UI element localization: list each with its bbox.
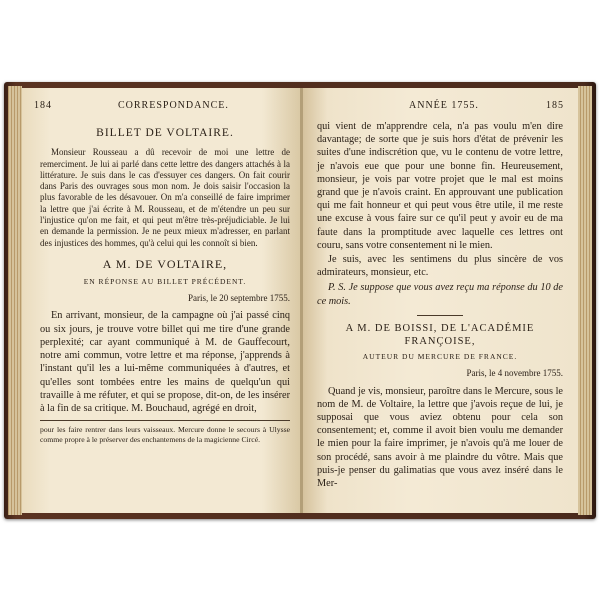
- letter2-subtitle: EN RÉPONSE AU BILLET PRÉCÉDENT.: [83, 277, 247, 287]
- footnote: pour les faire rentrer dans leurs vaisseaux. Mercure donne le secours à Ulysse comme propre à le préserver des enchantemens de la magicienne Circé.: [40, 425, 290, 444]
- page-edges-right: [578, 86, 592, 515]
- page-edges-left: [8, 86, 22, 515]
- letter2-postscript: P. S. Je suppose que vous avez reçu ma réponse du 10 de ce mois.: [317, 282, 563, 307]
- letter2-title: A M. DE VOLTAIRE,: [102, 256, 228, 271]
- left-page: [22, 88, 301, 513]
- letter3-subtitle: AUTEUR DU MERCURE DE FRANCE.: [362, 352, 518, 362]
- letter2-closing: Je suis, avec les sentimens du plus sincère de vos admirateurs, monsieur, etc.: [317, 254, 563, 279]
- letter2-date: Paris, le 20 septembre 1755.: [188, 293, 290, 304]
- letter2-continuation: qui vient de m'apprendre cela, n'a pas voulu m'en dire davantage; de sorte que je suis hors d'état de prévenir les suites d'une indiscrétion que, vu le contenu de votre lettre, je n'avois eue que pour une bonne fin. Heureusement, monsieur, je vois par votre projet que le mal est moins grand que je n'avois craint. En approuvant une publication qui me fait honneur et qui peut vous être utile, il me reste une excuse à vous faire sur ce qu'il peut y avoir eu de ma faute dans la promptitude avec laquelle ces lettres ont couru, sans votre consentement ni le mien.: [317, 121, 563, 251]
- letter3-body: Quand je vis, monsieur, paroître dans le Mercure, sous le nom de M. de Voltaire, la lettre que j'avois reçue de lui, je supposai que vous aviez obtenu pour cela son consentement; et, comme il avoit bien voulu me demander le mien pour la faire imprimer, je n'avois qu'à me louer de son procédé, sans avoir à me plaindre du vôtre. Mais que puis-je penser du galimatias que vous avez inséré dans le Mer-: [317, 385, 563, 490]
- page-number-left: 184: [34, 100, 52, 111]
- letter3-title: A M. DE BOISSI, DE L'ACADÉMIE FRANÇOISE,: [345, 322, 535, 348]
- page-number-right: 185: [546, 100, 564, 111]
- right-page-body: [317, 120, 563, 490]
- section-rule: [417, 315, 463, 316]
- open-book: [4, 82, 596, 519]
- right-page: [303, 88, 578, 513]
- letter3-date: Paris, le 4 novembre 1755.: [466, 368, 563, 379]
- left-page-body: [40, 124, 290, 444]
- letter2-body: En arrivant, monsieur, de la campagne où j'ai passé cinq ou six jours, je trouve votre billet qui me tire d'une grande perplexité; car ayant communiqué à M. de Gauffecourt, notre ami commun, votre lettre et ma réponse, j'apprends à l'instant qu'il les a lui-même communiquées à d'autres, et qu'elles sont tombées entre les mains de quelqu'un qui travaille à me réfuter, et qui se propose, dit-on, de les insérer à la fin de sa critique. M. Bouchaud, agrégé en droit,: [40, 310, 290, 414]
- footnote-rule: [40, 420, 290, 421]
- letter1-body: Monsieur Rousseau a dû recevoir de moi une lettre de remerciment. Je lui ai parlé dans cette lettre des dangers attachés à la littérature. Je suis dans le cas d'essuyer ces dangers. On fait courir dans Paris des ouvrages sous mon nom. Je dois saisir l'occasion la plus favorable de les désavouer. On m'a conseillé de faire imprimer la lettre que j'ai écrite à M. Rousseau, et de m'étendre un peu sur l'injustice qu'on me fait, et qui peut m'être très-préjudiciable. Je lui en demande la permission. Je ne peux mieux m'adresser, en parlant des injustices des hommes, qu'à celui qui les connoît si bien.: [40, 147, 290, 248]
- letter1-title: BILLET DE VOLTAIRE.: [96, 127, 234, 139]
- running-head-left: CORRESPONDANCE.: [118, 100, 229, 111]
- running-head-right: ANNÉE 1755.: [409, 100, 479, 111]
